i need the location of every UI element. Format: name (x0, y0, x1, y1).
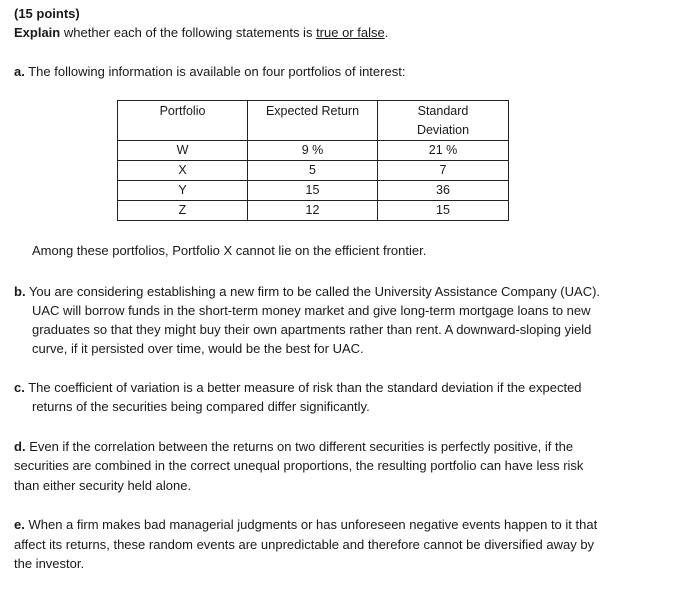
part-a-label: a. (14, 64, 25, 79)
part-a-intro-text: The following information is available on four portfolios of interest: (28, 64, 406, 79)
instruction (14, 23, 388, 43)
part-b-text-1: You are considering establishing a new firm to be called the University Assistance Company (UAC). (28, 284, 601, 299)
part-b-line-2: UAC will borrow funds in the short-term money market and give long-term mortgage loans to new (32, 303, 591, 318)
table-row (118, 141, 509, 161)
part-c-line-1 (14, 378, 582, 398)
part-d-text-1: Even if the correlation between the returns on two different securities is perfectly positive, if the (29, 439, 574, 454)
header-standard: Standard (417, 104, 469, 118)
instruction-underlined: true or false (316, 25, 385, 40)
header-expected-return: Expected Return (248, 101, 378, 141)
instruction-end: . (384, 25, 389, 40)
part-a-intro (14, 62, 405, 82)
part-b-label: b. (14, 284, 26, 299)
part-b-line-3: graduates so that they might buy their own apartments rather than rent. A downward-sloping yield (32, 322, 592, 337)
part-b-line-4: curve, if it persisted over time, would be the best for UAC. (32, 341, 364, 356)
part-c-line-2: returns of the securities being compared differ significantly. (32, 399, 370, 414)
part-d-line-2: securities are combined in the correct unequal proportions, the resulting portfolio can have less risk (14, 458, 584, 473)
table-row (118, 161, 509, 181)
part-d-line-3: than either security held alone. (14, 478, 192, 493)
cell-expected-return: 9 % (248, 141, 378, 161)
part-e-label: e. (14, 517, 25, 532)
header-standard-deviation (378, 101, 509, 141)
cell-portfolio: Z (118, 201, 248, 221)
part-d-label: d. (14, 439, 26, 454)
cell-portfolio: W (118, 141, 248, 161)
cell-std-dev: 21 % (378, 141, 509, 161)
part-a-statement: Among these portfolios, Portfolio X cannot lie on the efficient frontier. (32, 243, 427, 258)
cell-expected-return: 5 (248, 161, 378, 181)
part-c-label: c. (14, 380, 25, 395)
table-row (118, 181, 509, 201)
instruction-bold: Explain (14, 25, 61, 40)
header-portfolio: Portfolio (118, 101, 248, 141)
part-e-line-3: the investor. (14, 556, 85, 571)
part-e-line-1 (14, 515, 597, 535)
cell-expected-return: 12 (248, 201, 378, 221)
cell-portfolio: X (118, 161, 248, 181)
table-header-row (118, 101, 509, 141)
part-e-text-1: When a firm makes bad managerial judgments or has unforeseen negative events happen to it that (28, 517, 598, 532)
cell-portfolio: Y (118, 181, 248, 201)
part-b-line-1 (14, 282, 600, 302)
cell-std-dev: 36 (378, 181, 509, 201)
cell-std-dev: 15 (378, 201, 509, 221)
cell-expected-return: 15 (248, 181, 378, 201)
portfolio-table (117, 100, 509, 221)
cell-std-dev: 7 (378, 161, 509, 181)
part-c-text-1: The coefficient of variation is a better measure of risk than the standard deviation if the expected (28, 380, 582, 395)
table-row (118, 201, 509, 221)
instruction-mid: whether each of the following statements is (60, 25, 317, 40)
part-e-line-2: affect its returns, these random events are unpredictable and therefore cannot be diversified away by (14, 537, 595, 552)
points-label: (15 points) (14, 6, 80, 21)
header-deviation: Deviation (416, 123, 470, 137)
part-d-line-1 (14, 437, 573, 457)
